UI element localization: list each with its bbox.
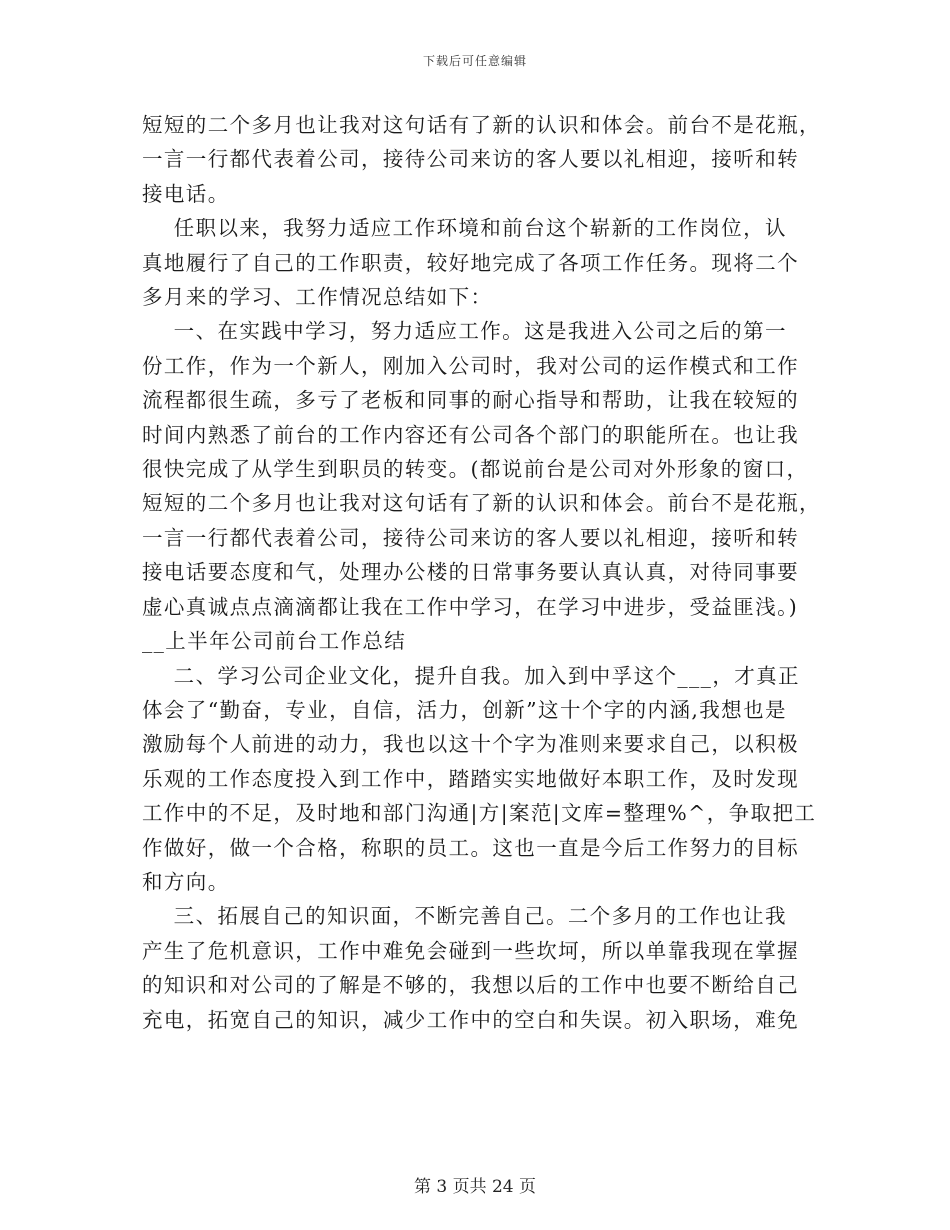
text-line: 很快完成了从学生到职员的转变。(都说前台是公司对外形象的窗口， xyxy=(142,457,809,482)
text-line: 短短的二个多月也让我对这句话有了新的认识和体会。前台不是花瓶， xyxy=(142,491,821,516)
page-header: 下载后可任意编辑 xyxy=(422,54,527,68)
text-line: 二、学习公司企业文化，提升自我。加入到中孚这个___，才真正 xyxy=(142,663,800,688)
text-line: 充电，拓宽自己的知识，减少工作中的空白和失误。初入职场，难免 xyxy=(142,1007,799,1032)
text-line: 三、拓展自己的知识面，不断完善自己。二个多月的工作也让我 xyxy=(142,904,787,929)
text-line: 和方向。 xyxy=(142,869,230,894)
text-line: 接电话要态度和气，处理办公楼的日常事务要认真认真，对待同事要 xyxy=(142,560,799,585)
text-line: 多月来的学习、工作情况总结如下： xyxy=(142,285,493,310)
document-body xyxy=(142,108,821,1037)
text-line: 真地履行了自己的工作职责，较好地完成了各项工作任务。现将二个 xyxy=(142,250,799,275)
text-line: 份工作，作为一个新人，刚加入公司时，我对公司的运作模式和工作 xyxy=(142,353,799,378)
text-line: 工作中的不足，及时地和部门沟通|方|案范|文库=整理%^，争取把工 xyxy=(142,801,817,826)
text-line: 虚心真诚点点滴滴都让我在工作中学习，在学习中进步，受益匪浅。) xyxy=(142,594,799,619)
text-line: 时间内熟悉了前台的工作内容还有公司各个部门的职能所在。也让我 xyxy=(142,422,799,447)
text-line: 体会了“勤奋，专业，自信，活力，创新”这十个字的内涵,我想也是 xyxy=(142,697,787,722)
text-line: __上半年公司前台工作总结 xyxy=(142,629,407,654)
text-line: 乐观的工作态度投入到工作中，踏踏实实地做好本职工作，及时发现 xyxy=(142,766,799,791)
text-line: 流程都很生疏，多亏了老板和同事的耐心指导和帮助，让我在较短的 xyxy=(142,388,799,413)
text-line: 一言一行都代表着公司，接待公司来访的客人要以礼相迎，接听和转 xyxy=(142,147,799,172)
text-line: 接电话。 xyxy=(142,181,230,206)
page-number: 第 3 页共 24 页 xyxy=(413,1177,537,1197)
text-line: 的知识和对公司的了解是不够的，我想以后的工作中也要不断给自己 xyxy=(142,973,799,998)
text-line: 激励每个人前进的动力，我也以这十个字为准则来要求自己，以积极 xyxy=(142,732,799,757)
text-line: 一言一行都代表着公司，接待公司来访的客人要以礼相迎，接听和转 xyxy=(142,525,799,550)
text-line: 产生了危机意识，工作中难免会碰到一些坎坷，所以单靠我现在掌握 xyxy=(142,938,799,963)
text-line: 任职以来，我努力适应工作环境和前台这个崭新的工作岗位，认 xyxy=(142,216,787,241)
text-line: 短短的二个多月也让我对这句话有了新的认识和体会。前台不是花瓶， xyxy=(142,113,821,137)
text-line: 一、在实践中学习，努力适应工作。这是我进入公司之后的第一 xyxy=(142,319,787,344)
text-line: 作做好，做一个合格，称职的员工。这也一直是今后工作努力的目标 xyxy=(142,835,799,860)
